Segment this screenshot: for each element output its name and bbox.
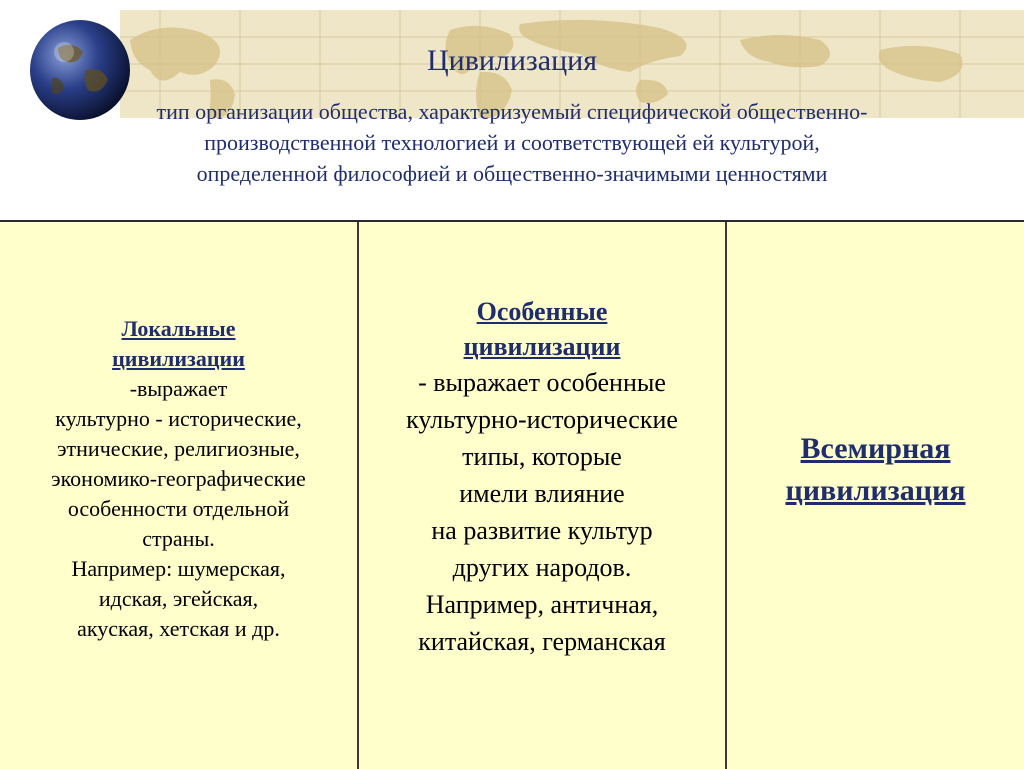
definition-line: производственной технологией и соответствующей ей культурой, [204, 130, 820, 155]
world-civilization-column [727, 222, 1024, 769]
body-line: на развитие культур [431, 516, 653, 545]
column-heading [727, 428, 1024, 512]
definition-text [40, 96, 984, 189]
body-line: Например: шумерская, [71, 556, 286, 581]
special-civilizations-column [359, 222, 725, 769]
body-line: типы, которые [462, 442, 622, 471]
body-line: культурно-исторические [406, 405, 678, 434]
column-body [0, 374, 357, 644]
heading-line: Локальные [121, 316, 236, 341]
column-heading [0, 314, 357, 374]
body-line: экономико-географические [51, 466, 306, 491]
body-line: -выражает [129, 376, 228, 401]
heading-line: цивилизации [463, 332, 621, 361]
body-line: - выражает особенные [418, 368, 666, 397]
body-line: особенности отдельной [67, 496, 290, 521]
page-title: Цивилизация [426, 44, 598, 77]
body-line: акуская, хетская и др. [77, 616, 280, 641]
heading-line: цивилизация [785, 474, 966, 507]
heading-line: Особенные [476, 297, 608, 326]
civilization-types-table [0, 220, 1024, 769]
body-line: идская, эгейская, [98, 586, 259, 611]
body-line: страны. [142, 526, 215, 551]
body-line: китайская, германская [418, 627, 666, 656]
body-line: имели влияние [459, 479, 625, 508]
heading-line: цивилизации [112, 346, 245, 371]
column-heading [359, 294, 725, 364]
column-body [359, 364, 725, 660]
definition-line: определенной философией и общественно-значимыми ценностями [196, 161, 828, 186]
body-line: других народов. [452, 553, 632, 582]
heading-line: Всемирная [800, 432, 951, 465]
definition-line: тип организации общества, характеризуемый специфической общественно- [156, 99, 868, 124]
body-line: Например, античная, [425, 590, 659, 619]
body-line: этнические, религиозные, [57, 436, 300, 461]
local-civilizations-column [0, 222, 357, 769]
body-line: культурно - исторические, [55, 406, 302, 431]
